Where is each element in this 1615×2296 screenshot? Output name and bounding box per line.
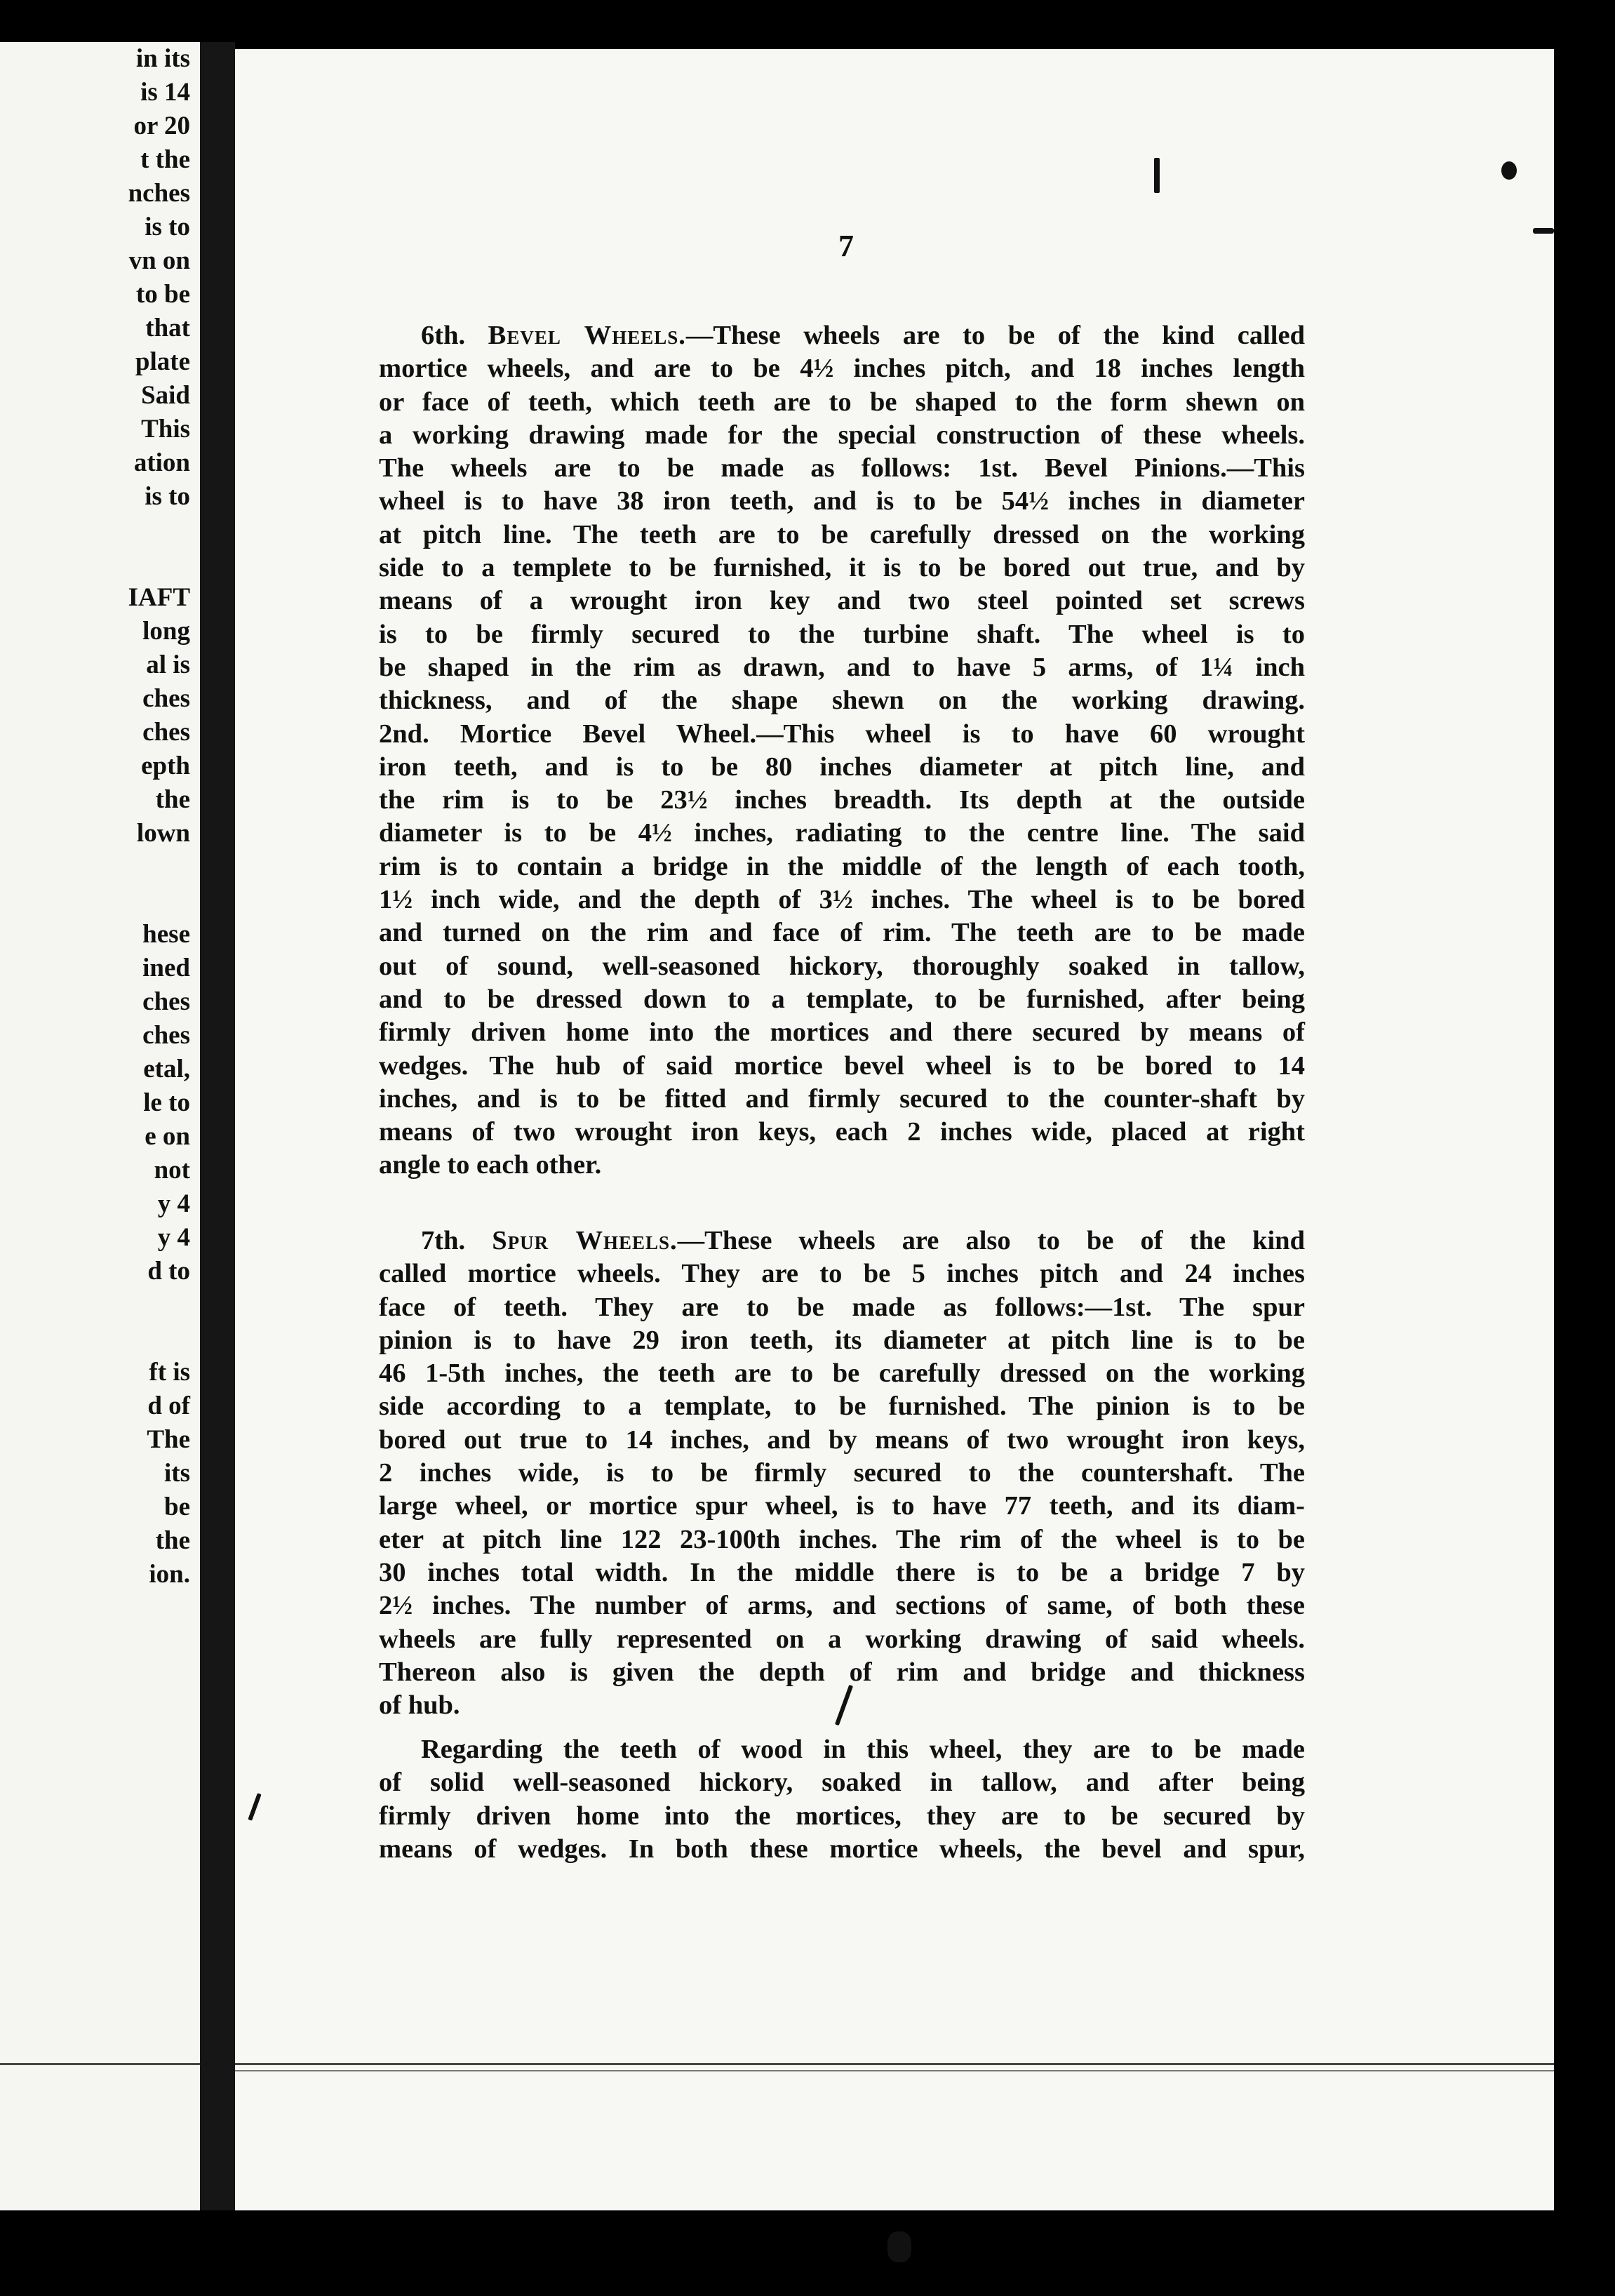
paragraph-teeth-of-wood [379,1733,1305,1866]
section-number: 6th. [421,321,466,350]
section-heading: Bevel Wheels. [488,321,686,350]
left-text-line: vn on [128,246,190,275]
text-line: thickness, and of the shape shewn on the working drawing. [379,686,1305,716]
text-line: 2nd. Mortice Bevel Wheel.—This wheel is to have 60 wrought [379,719,1305,749]
left-text-line: The [147,1425,190,1454]
left-text-line: ft is [149,1358,190,1387]
text-line: of hub. [379,1690,460,1721]
text-line: out of sound, well-seasoned hickory, thoroughly soaked in tallow, [379,951,1305,981]
text-line: wheels are fully represented on a working drawing of said wheels. [379,1624,1305,1654]
left-page-text [0,42,190,1591]
text-line: angle to each other. [379,1150,602,1180]
text-line: 2 inches wide, is to be firmly secured to the countershaft. The [379,1458,1305,1488]
text-line: 46 1-5th inches, the teeth are to be carefully dressed on the working [379,1359,1305,1389]
text-line: firmly driven home into the mortices, they are to be secured by [379,1801,1305,1831]
left-text-line: t the [140,145,190,174]
section-heading: Spur Wheels. [492,1226,678,1255]
text-line: Regarding the teeth of wood in this wheel, they are to be made [421,1735,1305,1764]
left-text-line: ation [133,448,190,477]
left-text-line: the [155,785,190,814]
left-text-line: is to [145,482,190,511]
page-number: 7 [838,229,854,263]
left-text-line: the [155,1526,190,1555]
text-line: The wheels are to be made as follows: 1st. Bevel Pinions.—This [379,453,1305,483]
left-text-line: IAFT [128,583,190,612]
text-line: be shaped in the rim as drawn, and to have 5 arms, of 1¼ inch [379,652,1305,682]
text-line: eter at pitch line 122 23-100th inches. The rim of the wheel is to be [379,1524,1305,1554]
left-text-line: ches [142,987,190,1016]
left-text-line [0,1322,190,1356]
text-line: bored out true to 14 inches, and by means of two wrought iron keys, [379,1424,1305,1455]
left-text-line: Said [141,381,190,410]
left-text-line: al is [146,650,190,679]
text-line: means of a wrought iron key and two steel pointed set screws [379,586,1305,616]
text-line: wheel is to have 38 iron teeth, and is to be 54½ inches in diameter [379,486,1305,516]
left-text-line: d of [147,1391,190,1420]
left-text-line: y 4 [157,1223,190,1252]
text-line: and to be dressed down to a template, to be furnished, after being [379,984,1305,1014]
left-text-line: plate [135,347,190,376]
ink-mark [1154,158,1160,193]
left-text-line: its [164,1459,190,1488]
left-text-line: hese [142,920,190,949]
left-page-fragment [0,42,200,2210]
text-line: diameter is to be 4½ inches, radiating to the centre line. The said [379,818,1305,848]
text-line: the rim is to be 23½ inches breadth. Its depth at the outside [379,785,1305,815]
left-text-line: is to [145,213,190,241]
left-text-line: or 20 [133,112,190,140]
left-text-line: in its [135,44,190,73]
text-line: iron teeth, and is to be 80 inches diameter at pitch line, and [379,752,1305,782]
section-heading-line [379,1224,1305,1257]
text-line: inches, and is to be fitted and firmly secured to the counter-shaft by [379,1083,1305,1114]
left-text-line: ion. [149,1560,190,1589]
left-text-line: long [142,617,190,646]
text-line: rim is to contain a bridge in the middle of the length of each tooth, [379,851,1305,881]
text-line: 1½ inch wide, and the depth of 3½ inches. The wheel is to be bored [379,885,1305,915]
text-line: 2½ inches. The number of arms, and sections of same, of both these [379,1591,1305,1621]
left-text-line: ined [142,954,190,982]
text-line: is to be firmly secured to the turbine shaft. The wheel is to [379,619,1305,649]
text-line: mortice wheels, and are to be 4½ inches pitch, and 18 inches length [379,354,1305,384]
section-spur-wheels [379,1224,1305,1722]
ink-blot [887,2231,911,2262]
left-text-line: ches [142,1021,190,1050]
text-line: side according to a template, to be furnished. The pinion is to be [379,1391,1305,1422]
text-line: means of wedges. In both these mortice wheels, the bevel and spur, [379,1834,1305,1864]
text-line: wedges. The hub of said mortice bevel wheel is to be bored to 14 [379,1050,1305,1081]
left-text-line: y 4 [157,1189,190,1218]
left-text-line [0,850,190,884]
section-number: 7th. [421,1226,466,1255]
left-text-line: le to [143,1088,190,1117]
left-text-line: is 14 [140,78,190,107]
left-text-line: nches [128,179,190,208]
text-line: means of two wrought iron keys, each 2 inches wide, placed at right [379,1117,1305,1147]
section-heading-line [379,319,1305,352]
page-rule [235,2070,1554,2071]
left-text-line: d to [147,1257,190,1286]
text-line: firmly driven home into the mortices and there secured by means of [379,1017,1305,1048]
left-text-line [0,884,190,918]
left-text-line: etal, [143,1055,190,1083]
ink-mark [1533,228,1554,234]
left-text-line: e on [145,1122,190,1151]
left-text-line: ches [142,684,190,713]
left-text-line: This [141,415,190,443]
text-line: pinion is to have 29 iron teeth, its diameter at pitch line is to be [379,1325,1305,1355]
text-line: —These wheels are to be of the kind called [685,321,1305,350]
text-line: of solid well-seasoned hickory, soaked in tallow, and after being [379,1768,1305,1798]
text-line: Thereon also is given the depth of rim and bridge and thickness [379,1657,1305,1687]
text-line: a working drawing made for the special construction of these wheels. [379,420,1305,450]
text-line: 30 inches total width. In the middle there is to be a bridge 7 by [379,1557,1305,1587]
left-text-line: epth [141,752,190,780]
left-text-line: that [145,314,190,342]
text-line: or face of teeth, which teeth are to be shaped to the form shewn on [379,387,1305,417]
left-text-line [0,547,190,581]
section-bevel-wheels [379,319,1305,1182]
text-line: at pitch line. The teeth are to be carefully dressed on the working [379,519,1305,549]
page-rule [0,2063,200,2065]
left-text-line: be [164,1493,190,1521]
text-line: face of teeth. They are to be made as follows:—1st. The spur [379,1292,1305,1322]
ink-mark [1501,161,1517,180]
book-gutter [200,42,235,2210]
left-text-line: ches [142,718,190,747]
text-line: and turned on the rim and face of rim. The teeth are to be made [379,918,1305,948]
text-line: —These wheels are also to be of the kind [677,1226,1305,1255]
page-rule [235,2063,1554,2065]
text-line: side to a templete to be furnished, it is to be bored out true, and by [379,553,1305,583]
left-text-line [0,1288,190,1322]
left-text-line: lown [136,819,190,848]
text-line: called mortice wheels. They are to be 5 inches pitch and 24 inches [379,1259,1305,1289]
left-text-line: not [154,1156,190,1184]
left-text-line [0,514,190,547]
text-line: large wheel, or mortice spur wheel, is to have 77 teeth, and its diam- [379,1491,1305,1521]
left-text-line: to be [135,280,190,309]
